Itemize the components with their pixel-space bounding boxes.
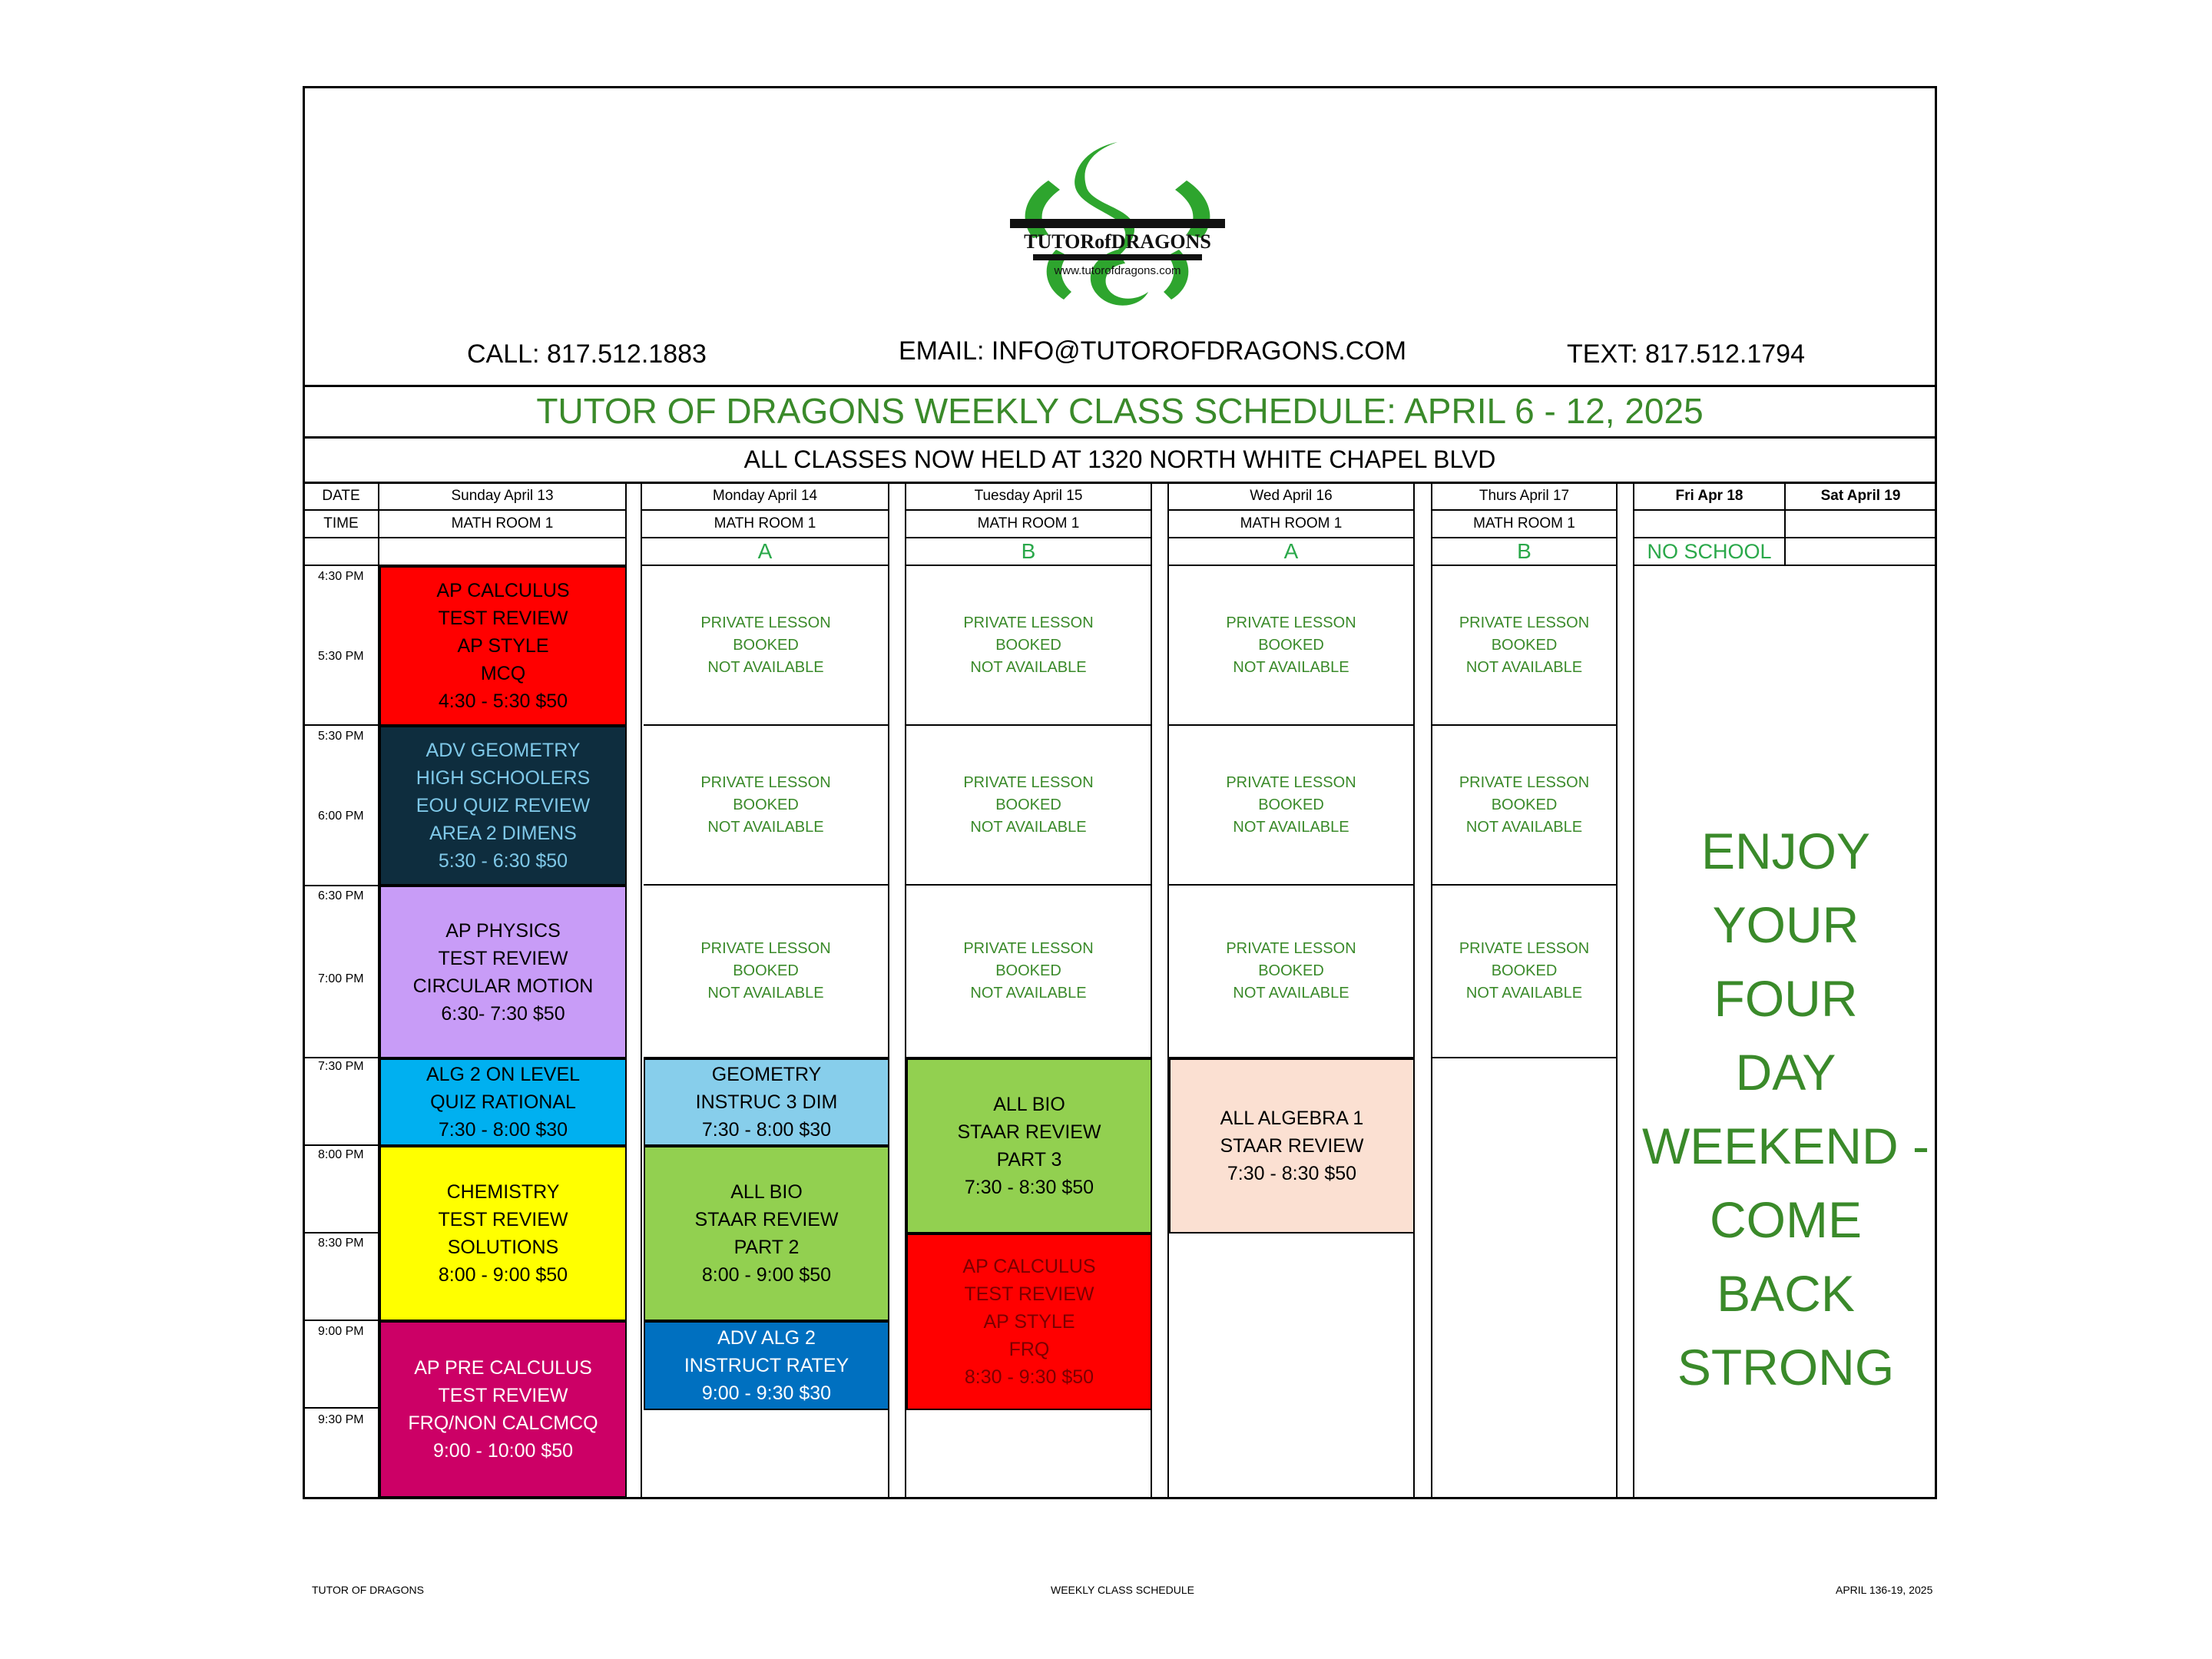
private-lesson-label: PRIVATE LESSON <box>1226 614 1356 631</box>
private-booked-label: BOOKED <box>1258 636 1324 654</box>
class-line: STAAR REVIEW <box>694 1209 839 1230</box>
private-unavailable-label: NOT AVAILABLE <box>970 985 1087 1002</box>
room-wednesday: MATH ROOM 1 <box>1169 511 1413 538</box>
class-line: AP STYLE <box>983 1311 1075 1333</box>
time-slot: 7:30 PM <box>318 1060 364 1073</box>
private-unavailable-label: NOT AVAILABLE <box>1233 658 1349 676</box>
private-unavailable-label: NOT AVAILABLE <box>1465 818 1583 836</box>
time-slot: 5:30 PM <box>318 650 364 663</box>
room-thursday: MATH ROOM 1 <box>1432 511 1616 538</box>
day-header-saturday: Sat April 19 <box>1786 483 1936 511</box>
time-slot: 5:30 PM <box>318 730 364 743</box>
column-gap <box>1616 483 1634 1498</box>
footer-left: TUTOR OF DRAGONS <box>312 1584 424 1596</box>
time-slot: 9:30 PM <box>318 1413 364 1426</box>
private-lesson-label: PRIVATE LESSON <box>963 773 1094 791</box>
class-line: PART 3 <box>996 1149 1062 1171</box>
divider <box>644 1409 888 1410</box>
divider <box>304 1144 378 1146</box>
weekend-message-line: STRONG <box>1677 1339 1895 1396</box>
class-block <box>379 1146 627 1321</box>
private-unavailable-label: NOT AVAILABLE <box>707 818 824 836</box>
class-line: AP PHYSICS <box>445 919 561 942</box>
weekend-message <box>1634 814 1937 1404</box>
private-lesson-label: PRIVATE LESSON <box>1459 773 1590 791</box>
class-block <box>644 1058 889 1146</box>
class-line: AP PRE CALCULUS <box>414 1357 592 1379</box>
class-line: AP CALCULUS <box>962 1256 1096 1277</box>
private-booked-label: BOOKED <box>733 962 799 979</box>
class-line: 5:30 - 6:30 $50 <box>438 850 568 872</box>
private-unavailable-label: NOT AVAILABLE <box>1465 658 1583 676</box>
private-lesson-label: PRIVATE LESSON <box>1226 940 1356 957</box>
private-lesson <box>644 726 888 886</box>
class-line: INSTRUCT RATEY <box>684 1355 849 1376</box>
class-line: 7:30 - 8:00 $30 <box>701 1119 832 1141</box>
footer-right: APRIL 136-19, 2025 <box>1836 1584 1933 1596</box>
class-line: STAAR REVIEW <box>957 1121 1101 1143</box>
class-line: 7:30 - 8:00 $30 <box>438 1119 568 1141</box>
private-booked-label: BOOKED <box>1491 796 1558 813</box>
room-sunday: MATH ROOM 1 <box>379 511 625 538</box>
private-booked-label: BOOKED <box>995 962 1061 979</box>
private-booked-label: BOOKED <box>1258 796 1324 813</box>
private-lesson <box>644 886 888 1058</box>
time-slot: 8:00 PM <box>318 1148 364 1161</box>
class-line: ADV ALG 2 <box>717 1327 816 1349</box>
class-line: CIRCULAR MOTION <box>412 975 594 997</box>
weekend-message-line: DAY <box>1735 1044 1836 1101</box>
divider <box>304 1057 378 1058</box>
blank-cell <box>304 538 378 566</box>
weekend-message-line: WEEKEND - <box>1641 1118 1930 1174</box>
day-header-friday: Fri Apr 18 <box>1634 483 1784 511</box>
class-block <box>1169 1058 1415 1233</box>
class-block <box>906 1233 1152 1410</box>
class-line: SOLUTIONS <box>447 1237 559 1258</box>
class-line: EOU QUIZ REVIEW <box>416 795 591 816</box>
room-saturday <box>1786 511 1936 538</box>
class-line: AREA 2 DIMENS <box>429 823 577 844</box>
private-booked-label: BOOKED <box>733 796 799 813</box>
time-slot: 4:30 PM <box>318 570 364 583</box>
class-line: GEOMETRY <box>711 1064 822 1085</box>
class-line: 7:30 - 8:30 $50 <box>964 1177 1094 1198</box>
class-block <box>379 726 627 886</box>
private-booked-label: BOOKED <box>995 796 1061 813</box>
divider <box>304 1320 378 1321</box>
private-unavailable-label: NOT AVAILABLE <box>1233 985 1349 1002</box>
column-gap <box>625 483 642 1498</box>
schedule-title: TUTOR OF DRAGONS WEEKLY CLASS SCHEDULE: APRIL 6 - 12, 2025 <box>536 391 1704 431</box>
private-lesson <box>1169 886 1413 1058</box>
private-lesson <box>644 566 888 726</box>
private-lesson <box>906 726 1151 886</box>
private-lesson-label: PRIVATE LESSON <box>963 614 1094 631</box>
private-unavailable-label: NOT AVAILABLE <box>707 985 824 1002</box>
class-line: TEST REVIEW <box>438 1385 568 1406</box>
dragon-logo <box>1002 134 1233 334</box>
class-block <box>644 1321 889 1410</box>
class-line: 9:00 - 10:00 $50 <box>432 1440 574 1462</box>
logo-wordmark: TUTORofDRAGONS <box>1024 230 1211 253</box>
private-booked-label: BOOKED <box>1258 962 1324 979</box>
class-block <box>906 1058 1152 1233</box>
time-slot: 7:00 PM <box>318 972 364 985</box>
private-lesson <box>906 886 1151 1058</box>
day-header-wednesday: Wed April 16 <box>1169 483 1413 511</box>
class-line: TEST REVIEW <box>438 1209 568 1230</box>
class-line: ALL BIO <box>993 1094 1065 1115</box>
class-line: HIGH SCHOOLERS <box>416 767 591 789</box>
class-line: 8:00 - 9:00 $50 <box>701 1264 832 1286</box>
class-line: FRQ/NON CALCMCQ <box>408 1412 598 1434</box>
private-lesson <box>1169 566 1413 726</box>
day-header-monday: Monday April 14 <box>642 483 888 511</box>
time-slot: 6:00 PM <box>318 810 364 823</box>
date-label: DATE <box>304 483 378 511</box>
class-line: 8:30 - 9:30 $50 <box>964 1366 1094 1388</box>
class-line: 6:30- 7:30 $50 <box>441 1002 565 1025</box>
divider <box>303 385 1937 387</box>
private-lesson-label: PRIVATE LESSON <box>700 940 831 957</box>
private-lesson <box>1169 726 1413 886</box>
class-line: FRQ <box>1008 1339 1050 1360</box>
weekend-message-line: ENJOY <box>1700 823 1871 879</box>
day-header-sunday: Sunday April 13 <box>379 483 625 511</box>
private-unavailable-label: NOT AVAILABLE <box>707 658 824 676</box>
class-line: PART 2 <box>733 1237 800 1258</box>
private-lesson <box>906 566 1151 726</box>
class-block <box>379 566 627 726</box>
divider <box>304 724 378 726</box>
divider <box>304 1407 378 1409</box>
letter-tuesday: B <box>906 538 1151 566</box>
letter-sunday <box>379 538 625 566</box>
class-block <box>379 1058 627 1146</box>
class-line: TEST REVIEW <box>964 1283 1094 1305</box>
class-line: QUIZ RATIONAL <box>430 1091 576 1113</box>
class-block <box>379 1321 627 1498</box>
class-line: 9:00 - 9:30 $30 <box>701 1382 832 1404</box>
schedule-subtitle: ALL CLASSES NOW HELD AT 1320 NORTH WHITE CHAPEL BLVD <box>743 445 1496 473</box>
class-line: AP CALCULUS <box>436 580 570 601</box>
class-line: TEST REVIEW <box>438 608 568 629</box>
divider <box>304 1232 378 1233</box>
class-line: 4:30 - 5:30 $50 <box>438 690 568 712</box>
class-block <box>379 886 627 1058</box>
private-lesson-label: PRIVATE LESSON <box>963 940 1094 957</box>
column-gap <box>888 483 906 1498</box>
class-line: CHEMISTRY <box>446 1181 560 1203</box>
private-lesson-label: PRIVATE LESSON <box>1226 773 1356 791</box>
class-line: ALL BIO <box>730 1181 803 1203</box>
room-friday <box>1634 511 1784 538</box>
column-gap <box>1151 483 1169 1498</box>
weekend-message-line: YOUR FOUR <box>1712 896 1859 1027</box>
no-school-label: NO SCHOOL <box>1634 538 1784 566</box>
time-label: TIME <box>304 511 378 538</box>
private-lesson <box>1432 726 1616 886</box>
time-slot: 6:30 PM <box>318 889 364 902</box>
class-line: TEST REVIEW <box>438 947 568 969</box>
email-address: EMAIL: INFO@TUTOROFDRAGONS.COM <box>899 336 1407 366</box>
private-booked-label: BOOKED <box>1491 962 1558 979</box>
private-lesson <box>1432 566 1616 726</box>
column-gap <box>1413 483 1432 1498</box>
logo-url: www.tutorofdragons.com <box>1054 264 1181 277</box>
class-line: AP STYLE <box>457 635 549 657</box>
room-tuesday: MATH ROOM 1 <box>906 511 1151 538</box>
class-line: ADV GEOMETRY <box>426 740 581 761</box>
private-lesson-label: PRIVATE LESSON <box>700 614 831 631</box>
class-line: 8:00 - 9:00 $50 <box>438 1264 568 1286</box>
private-unavailable-label: NOT AVAILABLE <box>1233 818 1349 836</box>
class-line: ALG 2 ON LEVEL <box>426 1064 581 1085</box>
letter-monday: A <box>642 538 888 566</box>
letter-saturday <box>1786 538 1936 566</box>
day-header-tuesday: Tuesday April 15 <box>906 483 1151 511</box>
class-block <box>644 1146 889 1321</box>
private-lesson-label: PRIVATE LESSON <box>700 773 831 791</box>
letter-thursday: B <box>1432 538 1616 566</box>
room-monday: MATH ROOM 1 <box>642 511 888 538</box>
class-line: MCQ <box>480 663 526 684</box>
footer-center: WEEKLY CLASS SCHEDULE <box>1051 1584 1194 1596</box>
class-line: INSTRUC 3 DIM <box>695 1091 838 1113</box>
private-unavailable-label: NOT AVAILABLE <box>1465 985 1583 1002</box>
class-line: 7:30 - 8:30 $50 <box>1227 1163 1357 1184</box>
class-line: ALL ALGEBRA 1 <box>1220 1108 1364 1129</box>
text-number: TEXT: 817.512.1794 <box>1567 339 1806 369</box>
weekend-message-line: COME BACK <box>1710 1191 1862 1322</box>
private-unavailable-label: NOT AVAILABLE <box>970 818 1087 836</box>
day-header-thursday: Thurs April 17 <box>1432 483 1616 511</box>
private-unavailable-label: NOT AVAILABLE <box>970 658 1087 676</box>
time-slot: 9:00 PM <box>318 1325 364 1338</box>
private-booked-label: BOOKED <box>995 636 1061 654</box>
class-line: STAAR REVIEW <box>1220 1135 1364 1157</box>
private-booked-label: BOOKED <box>1491 636 1558 654</box>
call-number: CALL: 817.512.1883 <box>467 339 707 369</box>
divider <box>304 885 378 886</box>
letter-wednesday: A <box>1169 538 1413 566</box>
private-lesson-label: PRIVATE LESSON <box>1459 614 1590 631</box>
private-booked-label: BOOKED <box>733 636 799 654</box>
private-lesson <box>1432 886 1616 1058</box>
private-lesson-label: PRIVATE LESSON <box>1459 940 1590 957</box>
time-slot: 8:30 PM <box>318 1237 364 1250</box>
